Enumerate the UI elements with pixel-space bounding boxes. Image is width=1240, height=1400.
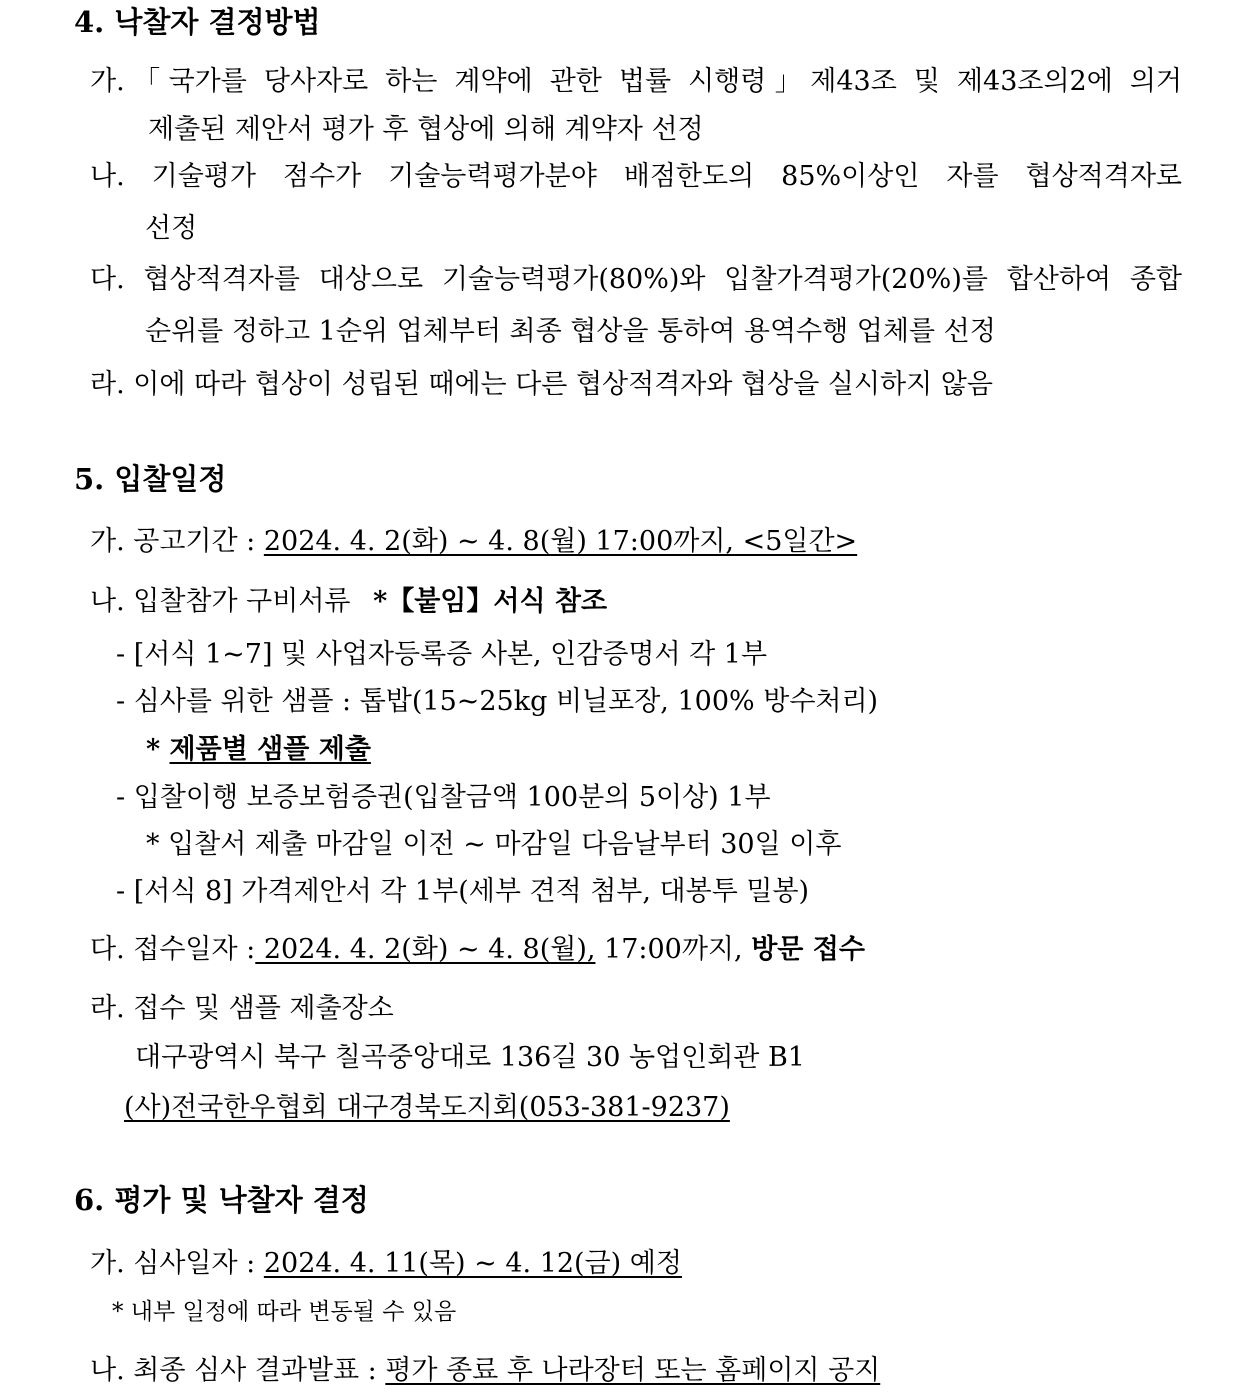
section-4-item-na-line2: 선정 bbox=[145, 213, 198, 244]
section-4-item-ga-line2: 제출된 제안서 평가 후 협상에 의해 계약자 선정 bbox=[148, 114, 704, 145]
result-announcement: 평가 종료 후 나라장터 또는 홈페이지 공지 bbox=[385, 1355, 881, 1386]
required-document-2: - 심사를 위한 샘플 : 톱밥(15~25kg 비닐포장, 100% 방수처리) bbox=[116, 686, 879, 717]
section-4-item-ga-line1: 가.「국가를 당사자로 하는 계약에 관한 법률 시행령」제43조 및 제43조의2에 의거 bbox=[90, 66, 1182, 97]
sample-note-mark: * bbox=[146, 734, 170, 765]
section-5-heading: 5. 입찰일정 bbox=[74, 462, 227, 496]
announcement-period: 2024. 4. 2(화) ~ 4. 8(월) 17:00까지, <5일간> bbox=[263, 526, 858, 557]
attachment-reference: *【붙임】서식 참조 bbox=[373, 586, 608, 617]
reception-period: 2024. 4. 2(화) ~ 4. 8(월), bbox=[255, 934, 596, 965]
section-4-item-da-line2: 순위를 정하고 1순위 업체부터 최종 협상을 통하여 용역수행 업체를 선정 bbox=[145, 316, 996, 347]
result-announcement-label: 나. 최종 심사 결과발표 : bbox=[90, 1355, 386, 1386]
section-4-heading: 4. 낙찰자 결정방법 bbox=[74, 5, 321, 39]
required-document-4: - [서식 8] 가격제안서 각 1부(세부 견적 첨부, 대봉투 밀봉) bbox=[116, 876, 810, 907]
section-6-heading: 6. 평가 및 낙찰자 결정 bbox=[74, 1183, 369, 1217]
reception-date-label: 다. 접수일자 : bbox=[90, 934, 256, 965]
sample-note bbox=[146, 736, 371, 763]
sample-note-text: 제품별 샘플 제출 bbox=[169, 734, 371, 765]
section-6-item-na bbox=[90, 1357, 880, 1384]
review-date-label: 가. 심사일자 : bbox=[90, 1248, 264, 1279]
section-5-item-ra: 라. 접수 및 샘플 제출장소 bbox=[90, 993, 394, 1024]
reception-address: 대구광역시 북구 칠곡중앙대로 136길 30 농업인회관 B1 bbox=[135, 1042, 805, 1073]
required-documents-label: 나. 입찰참가 구비서류 bbox=[90, 586, 360, 617]
announcement-period-label: 가. 공고기간 : bbox=[90, 526, 264, 557]
review-schedule-note: * 내부 일정에 따라 변동될 수 있음 bbox=[112, 1299, 457, 1325]
review-period: 2024. 4. 11(목) ~ 4. 12(금) 예정 bbox=[263, 1248, 682, 1279]
reception-time: 17:00까지, bbox=[595, 934, 752, 965]
section-4-item-ra: 라. 이에 따라 협상이 성립된 때에는 다른 협상적격자와 협상을 실시하지 않음 bbox=[90, 369, 993, 400]
section-4-item-da-line1: 다. 협상적격자를 대상으로 기술능력평가(80%)와 입찰가격평가(20%)를 합산하여 종합 bbox=[90, 264, 1182, 295]
section-5-item-da bbox=[90, 936, 865, 963]
required-document-3: - 입찰이행 보증보험증권(입찰금액 100분의 5이상) 1부 bbox=[116, 782, 771, 813]
bond-period-note: * 입찰서 제출 마감일 이전 ~ 마감일 다음날부터 30일 이후 bbox=[146, 829, 842, 860]
visit-reception: 방문 접수 bbox=[751, 934, 865, 965]
required-document-1: - [서식 1~7] 및 사업자등록증 사본, 인감증명서 각 1부 bbox=[116, 639, 768, 670]
reception-organization: (사)전국한우협회 대구경북도지회(053-381-9237) bbox=[124, 1092, 730, 1123]
section-6-item-ga bbox=[90, 1250, 682, 1277]
section-4-item-na-line1: 나. 기술평가 점수가 기술능력평가분야 배점한도의 85%이상인 자를 협상적격자로 bbox=[90, 161, 1182, 192]
section-5-item-na bbox=[90, 588, 607, 615]
section-5-item-ga bbox=[90, 528, 857, 555]
